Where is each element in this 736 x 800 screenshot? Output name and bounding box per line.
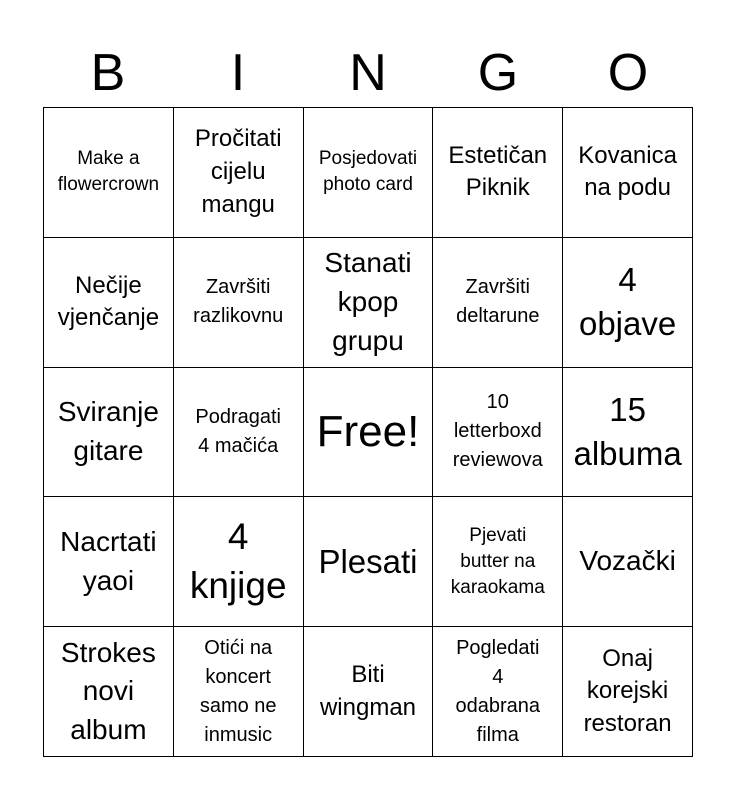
bingo-cell-r2-c1[interactable]: Nečije vjenčanje [44,238,174,368]
bingo-cell-r3-c5[interactable]: 15 albuma [563,368,693,498]
bingo-grid [43,107,693,757]
bingo-cell-r2-c3[interactable]: Stanati kpop grupu [304,238,434,368]
bingo-cell-r4-c4[interactable]: Pjevati butter na karaokama [433,497,563,627]
header-letter-g: G [477,44,519,102]
bingo-cell-r4-c2[interactable]: 4 knjige [174,497,304,627]
bingo-cell-r5-c1[interactable]: Strokes novi album [44,627,174,757]
bingo-cell-r1-c4[interactable]: Estetičan Piknik [433,108,563,238]
header-letter-b: B [90,44,126,102]
header-letter-n: N [349,44,387,102]
bingo-cell-r2-c4[interactable]: Završiti deltarune [433,238,563,368]
bingo-cell-r4-c3[interactable]: Plesati [304,497,434,627]
bingo-cell-r1-c3[interactable]: Posjedovati photo card [304,108,434,238]
bingo-cell-r1-c1[interactable]: Make a flowercrown [44,108,174,238]
bingo-cell-r5-c3[interactable]: Biti wingman [304,627,434,757]
bingo-cell-r5-c5[interactable]: Onaj korejski restoran [563,627,693,757]
header-letter-i: I [230,44,246,102]
bingo-cell-r3-c2[interactable]: Podragati 4 mačića [174,368,304,498]
bingo-cell-r1-c2[interactable]: Pročitati cijelu mangu [174,108,304,238]
bingo-cell-r4-c1[interactable]: Nacrtati yaoi [44,497,174,627]
bingo-cell-r3-c4[interactable]: 10 letterboxd reviewova [433,368,563,498]
bingo-cell-r4-c5[interactable]: Vozački [563,497,693,627]
bingo-header [43,40,693,106]
bingo-cell-r5-c2[interactable]: Otići na koncert samo ne inmusic [174,627,304,757]
bingo-cell-r2-c5[interactable]: 4 objave [563,238,693,368]
bingo-cell-free[interactable]: Free! [304,368,434,498]
bingo-cell-r5-c4[interactable]: Pogledati 4 odabrana filma [433,627,563,757]
header-letter-o: O [607,44,649,102]
bingo-cell-r3-c1[interactable]: Sviranje gitare [44,368,174,498]
bingo-cell-r1-c5[interactable]: Kovanica na podu [563,108,693,238]
bingo-cell-r2-c2[interactable]: Završiti razlikovnu [174,238,304,368]
